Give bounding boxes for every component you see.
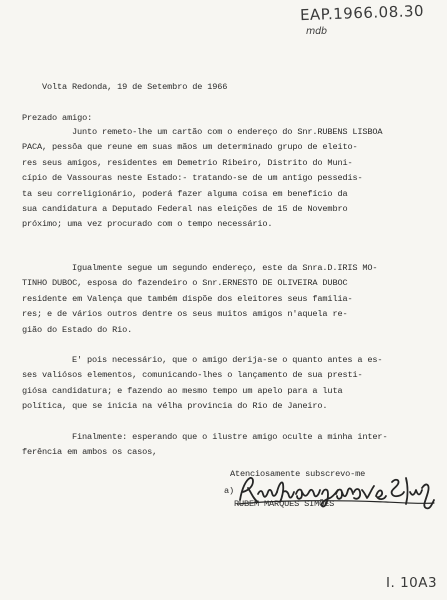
paragraph-line: ses valiósos elementos, comunicando-lhes o lançamento de sua presti- (22, 370, 363, 381)
paragraph-line: Finalmente: esperando que o ilustre amigo oculte a minha inter- (72, 432, 388, 442)
footer-archive-code: I. 10A3 (386, 575, 438, 591)
archive-code: EAP.1966.08.30 (299, 1, 425, 25)
paragraph-3 (22, 353, 434, 415)
salutation: Prezado amigo: (22, 113, 93, 123)
paragraph-line: Igualmente segue um segundo endereço, este da Snra.D.IRIS MO- (72, 263, 378, 273)
paragraph-line: giósa candidatura; e fazendo ao mesmo tempo um apelo para a luta (22, 385, 343, 396)
closing: Atenciosamente subscrevo-me (230, 469, 366, 479)
paragraph-line: TINHO DUBOC, esposa do fazendeiro o Snr.ERNESTO DE OLIVEIRA DUBOC (22, 278, 348, 289)
archive-initials: mdb (306, 26, 327, 37)
paragraph-2 (22, 261, 434, 338)
paragraph-line: cípio de Vassouras neste Estado:- tratando-se de um antigo pessedis- (22, 173, 363, 184)
paragraph-line: E' pois necessário, que o amigo derija-se o quanto antes a es- (72, 355, 383, 365)
signer-name: RUBEM MARQUES SIMÕES (234, 499, 335, 509)
paragraph-line: ferência em ambos os casos, (22, 447, 158, 458)
paragraph-line: res seus amigos, residentes em Demetrio Ribeiro, Distrito do Muni- (22, 157, 353, 168)
paragraph-line: ta seu correligionário, poderá fazer alguma coisa em benefício da (22, 188, 348, 199)
paragraph-line: próximo; uma vez procurado com o tempo necessário. (22, 219, 273, 230)
paragraph-1 (22, 125, 434, 233)
paragraph-line: Junto remeto-lhe um cartão com o endereço do Snr.RUBENS LISBOA (72, 127, 383, 137)
signature-prefix: a) (224, 486, 235, 496)
paragraph-line: gião do Estado do Rio. (22, 324, 133, 335)
paragraph-line: PACA, pessôa que reune em suas mãos um determinado grupo de eleito- (22, 142, 358, 153)
paragraph-line: residente em Valença que também dispõe dos eleitores seus familia- (22, 293, 353, 304)
paragraph-line: res; e de vários outros dentre os seus muitos amigos n'aquela re- (22, 309, 348, 320)
paragraph-line: sua candidatura a Deputado Federal nas eleições de 15 de Novembro (22, 204, 348, 215)
paragraph-4 (22, 430, 434, 461)
place-date: Volta Redonda, 19 de Setembro de 1966 (42, 82, 228, 92)
paragraph-line: política, que se inicia na vélha provincia do Rio de Janeiro. (22, 401, 328, 412)
